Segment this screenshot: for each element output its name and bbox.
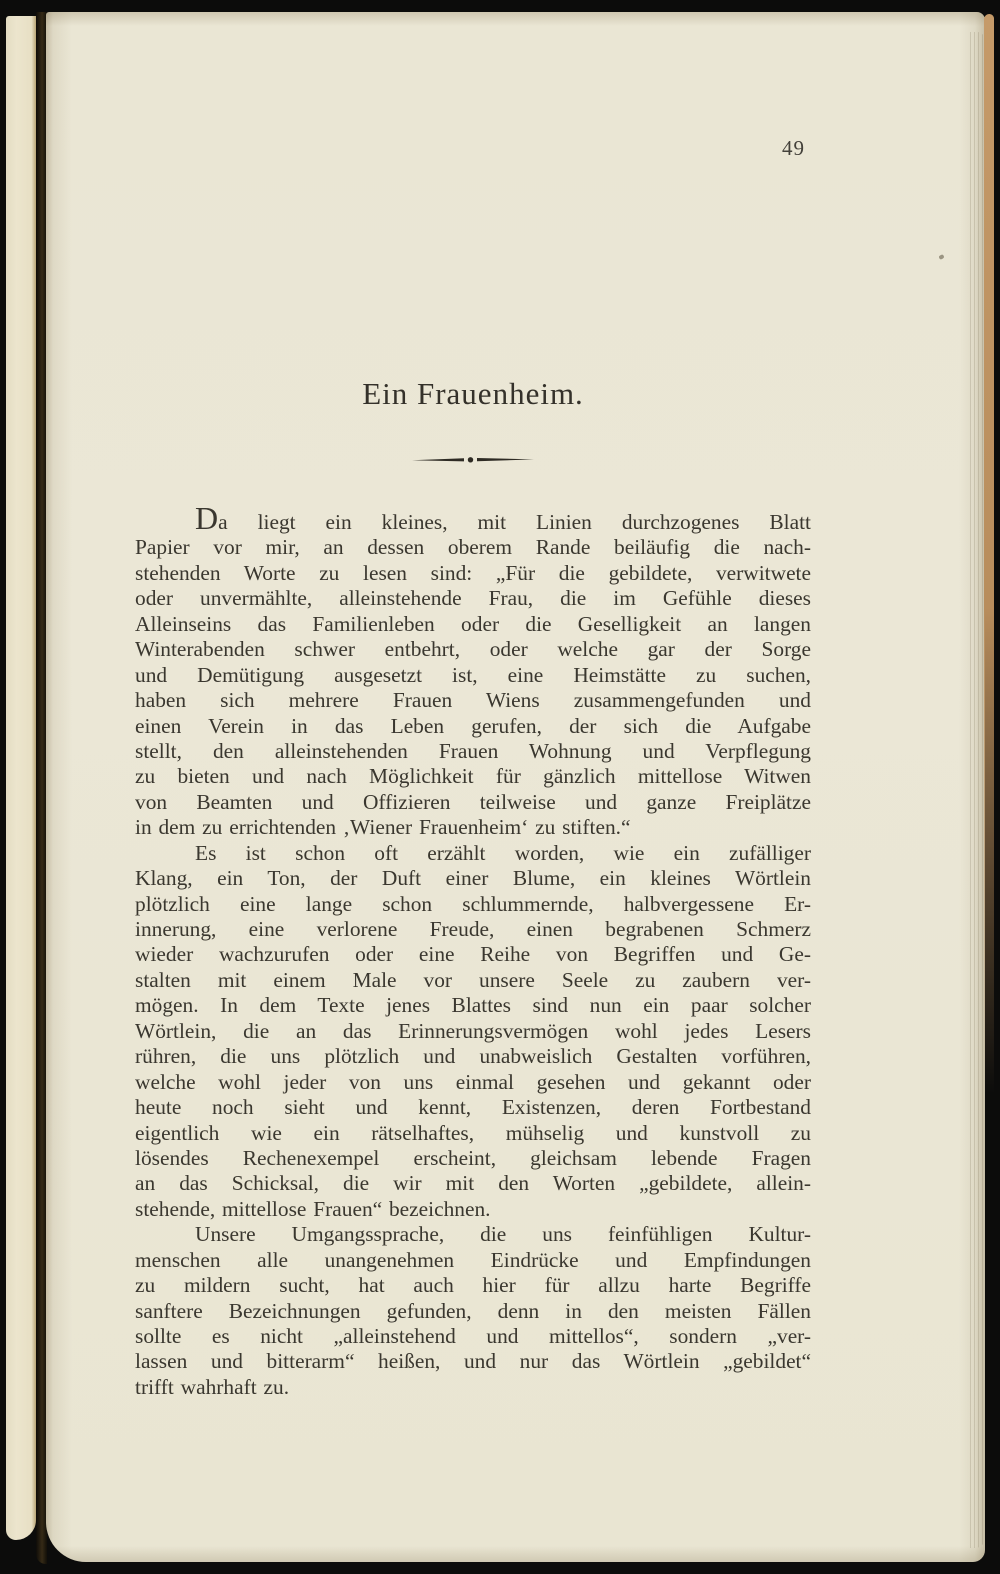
- text-line: Alleinseins das Familienleben oder die Geselligkeit an langen: [135, 611, 811, 636]
- article-title: Ein Frauenheim.: [362, 376, 584, 411]
- text-line: stehenden Worte zu lesen sind: „Für die gebildete, verwitwete: [135, 560, 811, 585]
- drop-initial: D: [195, 500, 219, 536]
- text-line: rühren, die uns plötzlich und unabweislich Gestalten vorführen,: [135, 1044, 811, 1069]
- book-block-edge: [984, 14, 994, 1094]
- text-line: einen Verein in das Leben gerufen, der sich die Aufgabe: [135, 713, 811, 738]
- page-number: 49: [782, 136, 805, 160]
- text-line: und Demütigung ausgesetzt ist, eine Heimstätte zu suchen,: [135, 662, 811, 687]
- tapered-rule-icon: [412, 455, 534, 465]
- text-line: lassen und bitterarm“ heißen, und nur das Wörtlein „gebildet“: [135, 1349, 811, 1374]
- text-line: eigentlich wie ein rätselhaftes, mühselig und kunstvoll zu: [135, 1120, 811, 1145]
- text-line: von Beamten und Offizieren teilweise und ganze Freiplätze: [135, 789, 811, 814]
- paragraph: [135, 500, 811, 841]
- text-line: innerung, eine verlorene Freude, einen begrabenen Schmerz: [135, 917, 811, 941]
- text-line: lösendes Rechenexempel erscheint, gleichsam lebende Fragen: [135, 1145, 811, 1170]
- paragraph: [135, 1222, 811, 1400]
- text-line: stalten mit einem Male vor unsere Seele zu zaubern ver-: [135, 967, 811, 992]
- text-line: sanftere Bezeichnungen gefunden, denn in den meisten Fällen: [135, 1298, 811, 1323]
- text-line: stehende, mittellose Frauen“ bezeichnen.: [135, 1196, 491, 1221]
- text-line: Wörtlein, die an das Erinnerungsvermögen wohl jedes Lesers: [135, 1018, 811, 1043]
- previous-page-edge: [6, 16, 36, 1540]
- body-text: [135, 500, 811, 1400]
- text-line: Winterabenden schwer entbehrt, oder welche gar der Sorge: [135, 637, 811, 662]
- text-line: mögen. In dem Texte jenes Blattes sind nun ein paar solcher: [135, 993, 811, 1018]
- paper-speck: [938, 254, 944, 260]
- text-line: Es ist schon oft erzählt worden, wie ein zufälliger: [195, 840, 811, 865]
- text-line: zu bieten und nach Möglichkeit für gänzlich mittellose Witwen: [135, 764, 811, 789]
- text-line: heute noch sieht und kennt, Existenzen, deren Fortbestand: [135, 1095, 811, 1120]
- text-line: Unsere Umgangssprache, die uns feinfühligen Kultur-: [195, 1222, 811, 1247]
- text-line: wieder wachzurufen oder eine Reihe von Begriffen und Ge-: [135, 942, 811, 967]
- text-line: trifft wahrhaft zu.: [135, 1374, 290, 1399]
- text-line: haben sich mehrere Frauen Wiens zusammengefunden und: [135, 688, 811, 713]
- text-line: welche wohl jeder von uns einmal gesehen und gekannt oder: [135, 1069, 811, 1094]
- text-line: sollte es nicht „alleinstehend und mittellos“, sondern „ver-: [135, 1324, 811, 1348]
- text-line: Papier vor mir, an dessen oberem Rande beiläufig die nach-: [135, 535, 811, 560]
- divider-ornament: [135, 452, 811, 470]
- page-region: [46, 12, 985, 1562]
- text-line: menschen alle unangenehmen Eindrücke und Empfindungen: [135, 1247, 811, 1272]
- paragraph: [135, 841, 811, 1223]
- page-stack-edge: [970, 32, 985, 1548]
- text-line: zu mildern sucht, hat auch hier für allzu harte Begriffe: [135, 1273, 811, 1298]
- text-line: Klang, ein Ton, der Duft einer Blume, ein kleines Wörtlein: [135, 866, 811, 891]
- text-line: an das Schicksal, die wir mit den Worten „gebildete, allein-: [135, 1171, 811, 1196]
- text-line: in dem zu errichtenden ‚Wiener Frauenheim‘ zu stiften.“: [135, 815, 631, 840]
- text-line: oder unvermählte, alleinstehende Frau, die im Gefühle dieses: [135, 586, 811, 611]
- text-column: [135, 12, 811, 1562]
- text-line: stellt, den alleinstehenden Frauen Wohnung und Verpflegung: [135, 738, 811, 763]
- text-line: Da liegt ein kleines, mit Linien durchzogenes Blatt: [195, 500, 811, 536]
- text-line: plötzlich eine lange schon schlummernde, halbvergessene Er-: [135, 891, 811, 916]
